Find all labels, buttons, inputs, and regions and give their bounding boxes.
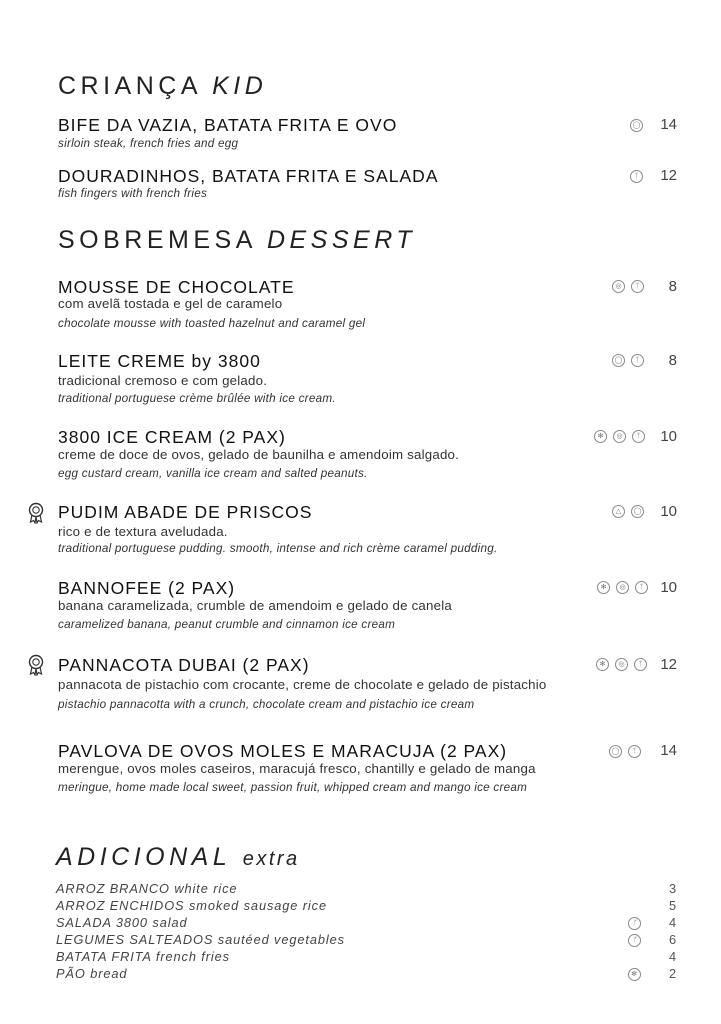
section-title-extra-en: extra	[242, 848, 300, 870]
gluten-icon: ᛉ	[634, 658, 647, 671]
nuts-icon: ◎	[615, 658, 628, 671]
item-price: 14	[660, 742, 677, 759]
milk-icon: △	[612, 505, 625, 518]
peanut-icon: ✻	[597, 581, 610, 594]
gluten-icon: ᛉ	[628, 934, 641, 947]
item-desc-en: sirloin steak, french fries and egg	[58, 137, 239, 150]
item-desc-en: fish fingers with french fries	[58, 187, 208, 200]
nuts-icon: ◎	[616, 581, 629, 594]
item-desc-pt: pannacota de pistachio com crocante, creme de chocolate e gelado de pistachio	[58, 677, 547, 692]
section-title-extra	[56, 843, 300, 872]
extra-name-en: sautéed vegetables	[217, 932, 345, 947]
item-desc-en: traditional portuguese pudding. smooth, intense and rich crème caramel pudding.	[58, 542, 498, 555]
extra-name: SALADA 3800	[56, 915, 148, 930]
item-desc-en: chocolate mousse with toasted hazelnut and caramel gel	[58, 317, 366, 330]
section-title-kid-en: KID	[212, 72, 268, 100]
extra-name-en: salad	[152, 915, 188, 930]
award-medal-icon	[27, 654, 45, 676]
extra-name-en: white rice	[174, 881, 238, 896]
egg-icon: ◯	[631, 505, 644, 518]
extra-item	[56, 966, 677, 983]
item-desc-pt: tradicional cremoso e com gelado.	[58, 373, 268, 388]
peanut-icon: ✻	[596, 658, 609, 671]
section-title-extra-pt: ADICIONAL	[56, 843, 232, 871]
egg-icon: ◯	[612, 354, 625, 367]
extra-price: 3	[668, 881, 677, 896]
gluten-icon: ᛉ	[630, 170, 643, 183]
nuts-icon: ◎	[613, 430, 626, 443]
item-desc-pt: com avelã tostada e gel de caramelo	[58, 296, 283, 311]
section-title-kid-pt: CRIANÇA	[58, 72, 201, 100]
extra-name: ARROZ BRANCO	[56, 881, 170, 896]
item-desc-pt: rico e de textura aveludada.	[58, 524, 228, 539]
extra-name: BATATA FRITA	[56, 949, 152, 964]
extra-name: ARROZ ENCHIDOS	[56, 898, 185, 913]
allergen-icons	[612, 280, 644, 293]
item-price: 12	[660, 167, 677, 184]
extra-name: LEGUMES SALTEADOS	[56, 932, 214, 947]
gluten-icon: ᛉ	[628, 917, 641, 930]
egg-icon: ◯	[630, 119, 643, 132]
item-name: PUDIM ABADE DE PRISCOS	[58, 502, 313, 522]
extra-name: PÃO	[56, 966, 86, 981]
extra-name-en: smoked sausage rice	[188, 898, 327, 913]
item-name: LEITE CREME by 3800	[58, 351, 261, 371]
item-name: MOUSSE DE CHOCOLATE	[58, 277, 295, 297]
allergen-icons	[630, 119, 643, 132]
extra-price: 6	[668, 932, 677, 947]
item-price: 10	[660, 579, 677, 596]
gluten-icon: ᛉ	[631, 354, 644, 367]
item-name: DOURADINHOS, BATATA FRITA E SALADA	[58, 166, 439, 186]
item-name: BANNOFEE (2 PAX)	[58, 578, 236, 598]
item-desc-en: meringue, home made local sweet, passion fruit, whipped cream and mango ice cream	[58, 781, 528, 794]
section-title-kid	[58, 72, 267, 101]
item-price: 10	[660, 503, 677, 520]
extra-price: 2	[668, 966, 677, 981]
item-name: BIFE DA VAZIA, BATATA FRITA E OVO	[58, 115, 398, 135]
allergen-icons	[594, 430, 645, 443]
egg-icon: ◯	[609, 745, 622, 758]
item-price: 14	[660, 116, 677, 133]
extra-item	[56, 932, 677, 949]
allergen-icons	[612, 505, 644, 518]
item-desc-pt: creme de doce de ovos, gelado de baunilha e amendoim salgado.	[58, 447, 460, 462]
extra-item	[56, 881, 677, 898]
section-title-dessert	[58, 226, 416, 255]
gluten-icon: ᛉ	[632, 430, 645, 443]
item-desc-pt: banana caramelizada, crumble de amendoim e gelado de canela	[58, 598, 452, 613]
item-price: 8	[668, 278, 677, 295]
gluten-icon: ᛉ	[631, 280, 644, 293]
item-desc-en: caramelized banana, peanut crumble and cinnamon ice cream	[58, 618, 396, 631]
gluten-icon: ᛉ	[635, 581, 648, 594]
item-price: 8	[668, 352, 677, 369]
item-price: 10	[660, 428, 677, 445]
gluten-icon: ᛉ	[628, 745, 641, 758]
award-medal-icon	[27, 502, 45, 524]
item-desc-en: pistachio pannacotta with a crunch, chocolate cream and pistachio ice cream	[58, 698, 475, 711]
item-price: 12	[660, 656, 677, 673]
extra-name-en: french fries	[155, 949, 230, 964]
item-name: PAVLOVA DE OVOS MOLES E MARACUJA (2 PAX)	[58, 741, 508, 761]
allergen-icons	[630, 170, 643, 183]
allergen-icons	[596, 658, 647, 671]
nuts-icon: ◎	[612, 280, 625, 293]
extra-price: 4	[668, 949, 677, 964]
item-desc-en: traditional portuguese crème brûlée with ice cream.	[58, 392, 336, 405]
item-name: PANNACOTA DUBAI (2 PAX)	[58, 655, 310, 675]
allergen-icons	[612, 354, 644, 367]
peanut-icon: ✻	[594, 430, 607, 443]
peanut-icon: ✻	[628, 968, 641, 981]
section-title-dessert-pt: SOBREMESA	[58, 226, 256, 254]
section-title-dessert-en: DESSERT	[266, 226, 417, 254]
item-name: 3800 ICE CREAM (2 PAX)	[58, 427, 286, 447]
item-desc-en: egg custard cream, vanilla ice cream and salted peanuts.	[58, 467, 368, 480]
extra-price: 4	[668, 915, 677, 930]
allergen-icons	[609, 745, 641, 758]
extra-item	[56, 949, 677, 966]
extra-item	[56, 915, 677, 932]
allergen-icons	[597, 581, 648, 594]
extra-name-en: bread	[90, 966, 128, 981]
extra-price: 5	[668, 898, 677, 913]
extra-item	[56, 898, 677, 915]
item-desc-pt: merengue, ovos moles caseiros, maracujá fresco, chantilly e gelado de manga	[58, 761, 536, 776]
